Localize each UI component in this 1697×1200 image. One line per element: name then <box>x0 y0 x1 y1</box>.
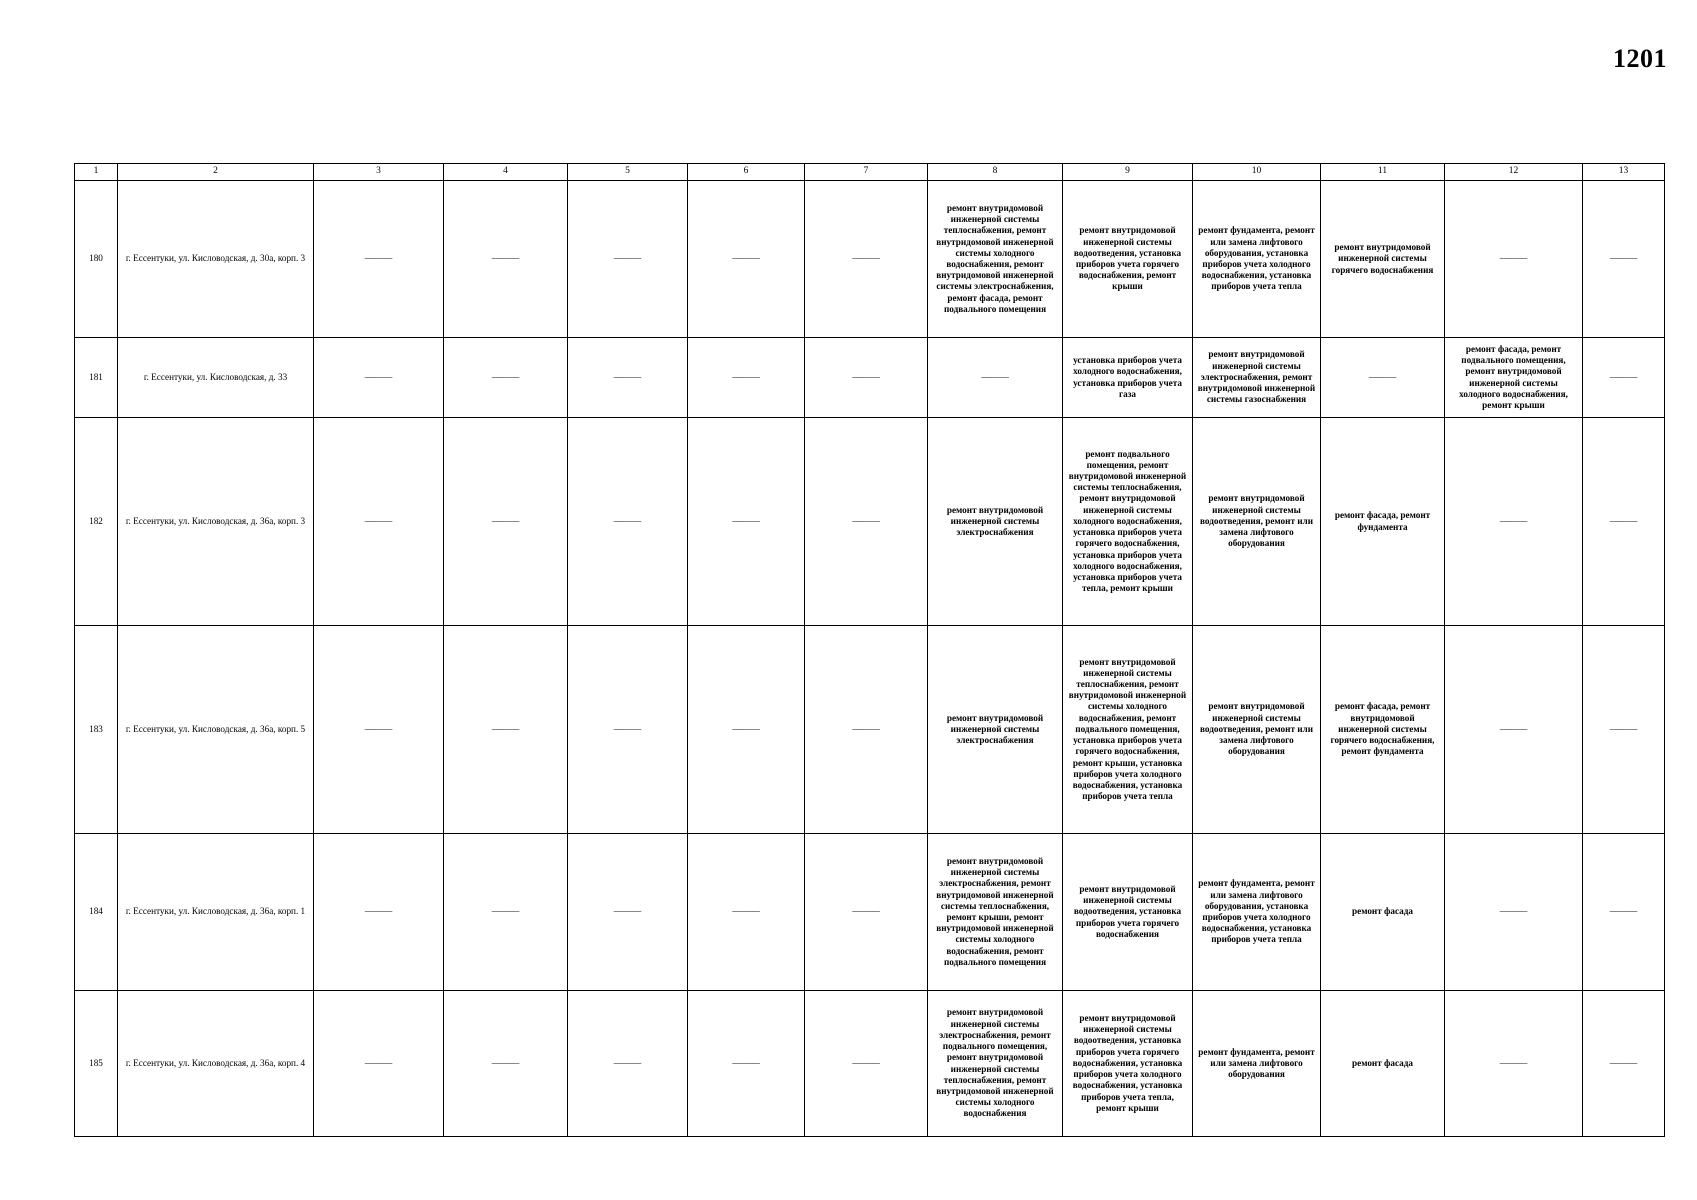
empty-cell: ——— <box>688 991 805 1137</box>
table-row <box>75 991 1665 1137</box>
works-cell: ремонт фасада <box>1321 991 1445 1137</box>
empty-cell: ——— <box>1445 626 1583 834</box>
empty-cell: ——— <box>805 338 928 418</box>
works-cell: ремонт внутридомовой инженерной системы теплоснабжения, ремонт внутридомовой инженерной системы холодного водоснабжения, ремонт внутридомовой инженерной системы электроснабжения, ремонт фасада, ремонт подвального помещения <box>928 181 1063 338</box>
empty-cell: ——— <box>568 181 688 338</box>
works-cell: ремонт внутридомовой инженерной системы водоотведения, ремонт или замена лифтового оборудования <box>1193 626 1321 834</box>
works-cell: ремонт внутридомовой инженерной системы электроснабжения, ремонт внутридомовой инженерной системы теплоснабжения, ремонт крыши, ремонт внутридомовой инженерной системы холодного водоснабжения, ремонт подвального помещения <box>928 834 1063 991</box>
works-cell: установка приборов учета холодного водоснабжения, установка приборов учета газа <box>1063 338 1193 418</box>
empty-cell: ——— <box>688 338 805 418</box>
empty-cell: ——— <box>1445 834 1583 991</box>
empty-cell: ——— <box>688 418 805 626</box>
empty-cell: ——— <box>1583 418 1665 626</box>
empty-cell: ——— <box>444 418 568 626</box>
empty-cell: ——— <box>444 626 568 834</box>
empty-cell: ——— <box>568 834 688 991</box>
empty-cell: ——— <box>928 338 1063 418</box>
works-cell: ремонт внутридомовой инженерной системы водоотведения, ремонт или замена лифтового оборудования <box>1193 418 1321 626</box>
empty-cell: ——— <box>314 418 444 626</box>
empty-cell: ——— <box>1583 626 1665 834</box>
works-cell: ремонт фундамента, ремонт или замена лифтового оборудования <box>1193 991 1321 1137</box>
column-header: 13 <box>1583 164 1665 181</box>
empty-cell: ——— <box>444 991 568 1137</box>
works-cell: ремонт фасада, ремонт подвального помещения, ремонт внутридомовой инженерной системы холодного водоснабжения, ремонт крыши <box>1445 338 1583 418</box>
empty-cell: ——— <box>1321 338 1445 418</box>
empty-cell: ——— <box>688 834 805 991</box>
row-number: 183 <box>75 626 118 834</box>
empty-cell: ——— <box>314 181 444 338</box>
empty-cell: ——— <box>805 418 928 626</box>
address-cell: г. Ессентуки, ул. Кисловодская, д. 36а, корп. 5 <box>118 626 314 834</box>
column-header: 6 <box>688 164 805 181</box>
table-row <box>75 834 1665 991</box>
column-header: 2 <box>118 164 314 181</box>
table-row <box>75 181 1665 338</box>
works-cell: ремонт фундамента, ремонт или замена лифтового оборудования, установка приборов учета холодного водоснабжения, установка приборов учета тепла <box>1193 834 1321 991</box>
empty-cell: ——— <box>1583 181 1665 338</box>
empty-cell: ——— <box>688 181 805 338</box>
works-cell: ремонт фасада <box>1321 834 1445 991</box>
empty-cell: ——— <box>1445 181 1583 338</box>
column-header: 9 <box>1063 164 1193 181</box>
empty-cell: ——— <box>805 181 928 338</box>
table-row <box>75 338 1665 418</box>
empty-cell: ——— <box>1583 338 1665 418</box>
empty-cell: ——— <box>805 991 928 1137</box>
works-cell: ремонт внутридомовой инженерной системы водоотведения, установка приборов учета горячего водоснабжения <box>1063 834 1193 991</box>
empty-cell: ——— <box>568 418 688 626</box>
column-header: 3 <box>314 164 444 181</box>
empty-cell: ——— <box>805 834 928 991</box>
works-cell: ремонт внутридомовой инженерной системы электроснабжения, ремонт подвального помещения, ремонт внутридомовой инженерной системы теплоснабжения, ремонт внутридомовой инженерной системы холодного водоснабжения <box>928 991 1063 1137</box>
address-cell: г. Ессентуки, ул. Кисловодская, д. 36а, корп. 4 <box>118 991 314 1137</box>
empty-cell: ——— <box>568 991 688 1137</box>
column-header: 10 <box>1193 164 1321 181</box>
column-header: 8 <box>928 164 1063 181</box>
empty-cell: ——— <box>568 626 688 834</box>
empty-cell: ——— <box>314 991 444 1137</box>
works-cell: ремонт внутридомовой инженерной системы водоотведения, установка приборов учета горячего водоснабжения, установка приборов учета холодного водоснабжения, установка приборов учета тепла, ремонт крыши <box>1063 991 1193 1137</box>
empty-cell: ——— <box>568 338 688 418</box>
works-cell: ремонт подвального помещения, ремонт внутридомовой инженерной системы теплоснабжения, ремонт внутридомовой инженерной системы холодного водоснабжения, установка приборов учета горячего водоснабжения, установка приборов учета холодного водоснабжения, установка приборов учета тепла, ремонт крыши <box>1063 418 1193 626</box>
table-row <box>75 626 1665 834</box>
row-number: 180 <box>75 181 118 338</box>
row-number: 184 <box>75 834 118 991</box>
row-number: 182 <box>75 418 118 626</box>
address-cell: г. Ессентуки, ул. Кисловодская, д. 30а, корп. 3 <box>118 181 314 338</box>
works-cell: ремонт внутридомовой инженерной системы водоотведения, установка приборов учета горячего водоснабжения, ремонт крыши <box>1063 181 1193 338</box>
works-cell: ремонт фасада, ремонт внутридомовой инженерной системы горячего водоснабжения, ремонт фундамента <box>1321 626 1445 834</box>
works-cell: ремонт внутридомовой инженерной системы электроснабжения, ремонт внутридомовой инженерной системы газоснабжения <box>1193 338 1321 418</box>
empty-cell: ——— <box>805 626 928 834</box>
works-cell: ремонт внутридомовой инженерной системы электроснабжения <box>928 418 1063 626</box>
column-header: 11 <box>1321 164 1445 181</box>
empty-cell: ——— <box>1583 834 1665 991</box>
empty-cell: ——— <box>314 626 444 834</box>
empty-cell: ——— <box>1445 418 1583 626</box>
works-cell: ремонт внутридомовой инженерной системы теплоснабжения, ремонт внутридомовой инженерной системы холодного водоснабжения, ремонт подвального помещения, установка приборов учета горячего водоснабжения, ремонт крыши, установка приборов учета холодного водоснабжения, установка приборов учета тепла <box>1063 626 1193 834</box>
page-number: 1201 <box>1613 44 1667 73</box>
empty-cell: ——— <box>688 626 805 834</box>
works-cell: ремонт фасада, ремонт фундамента <box>1321 418 1445 626</box>
row-number: 181 <box>75 338 118 418</box>
row-number: 185 <box>75 991 118 1137</box>
empty-cell: ——— <box>444 338 568 418</box>
column-header: 5 <box>568 164 688 181</box>
empty-cell: ——— <box>444 181 568 338</box>
works-cell: ремонт внутридомовой инженерной системы электроснабжения <box>928 626 1063 834</box>
column-header: 1 <box>75 164 118 181</box>
column-header: 12 <box>1445 164 1583 181</box>
address-cell: г. Ессентуки, ул. Кисловодская, д. 33 <box>118 338 314 418</box>
table-row <box>75 418 1665 626</box>
header-row <box>75 164 1665 181</box>
address-cell: г. Ессентуки, ул. Кисловодская, д. 36а, корп. 3 <box>118 418 314 626</box>
column-header: 7 <box>805 164 928 181</box>
empty-cell: ——— <box>1445 991 1583 1137</box>
works-cell: ремонт фундамента, ремонт или замена лифтового оборудования, установка приборов учета холодного водоснабжения, установка приборов учета тепла <box>1193 181 1321 338</box>
capital-repair-table <box>74 163 1665 1137</box>
empty-cell: ——— <box>444 834 568 991</box>
empty-cell: ——— <box>1583 991 1665 1137</box>
empty-cell: ——— <box>314 834 444 991</box>
column-header: 4 <box>444 164 568 181</box>
address-cell: г. Ессентуки, ул. Кисловодская, д. 36а, корп. 1 <box>118 834 314 991</box>
empty-cell: ——— <box>314 338 444 418</box>
works-cell: ремонт внутридомовой инженерной системы горячего водоснабжения <box>1321 181 1445 338</box>
